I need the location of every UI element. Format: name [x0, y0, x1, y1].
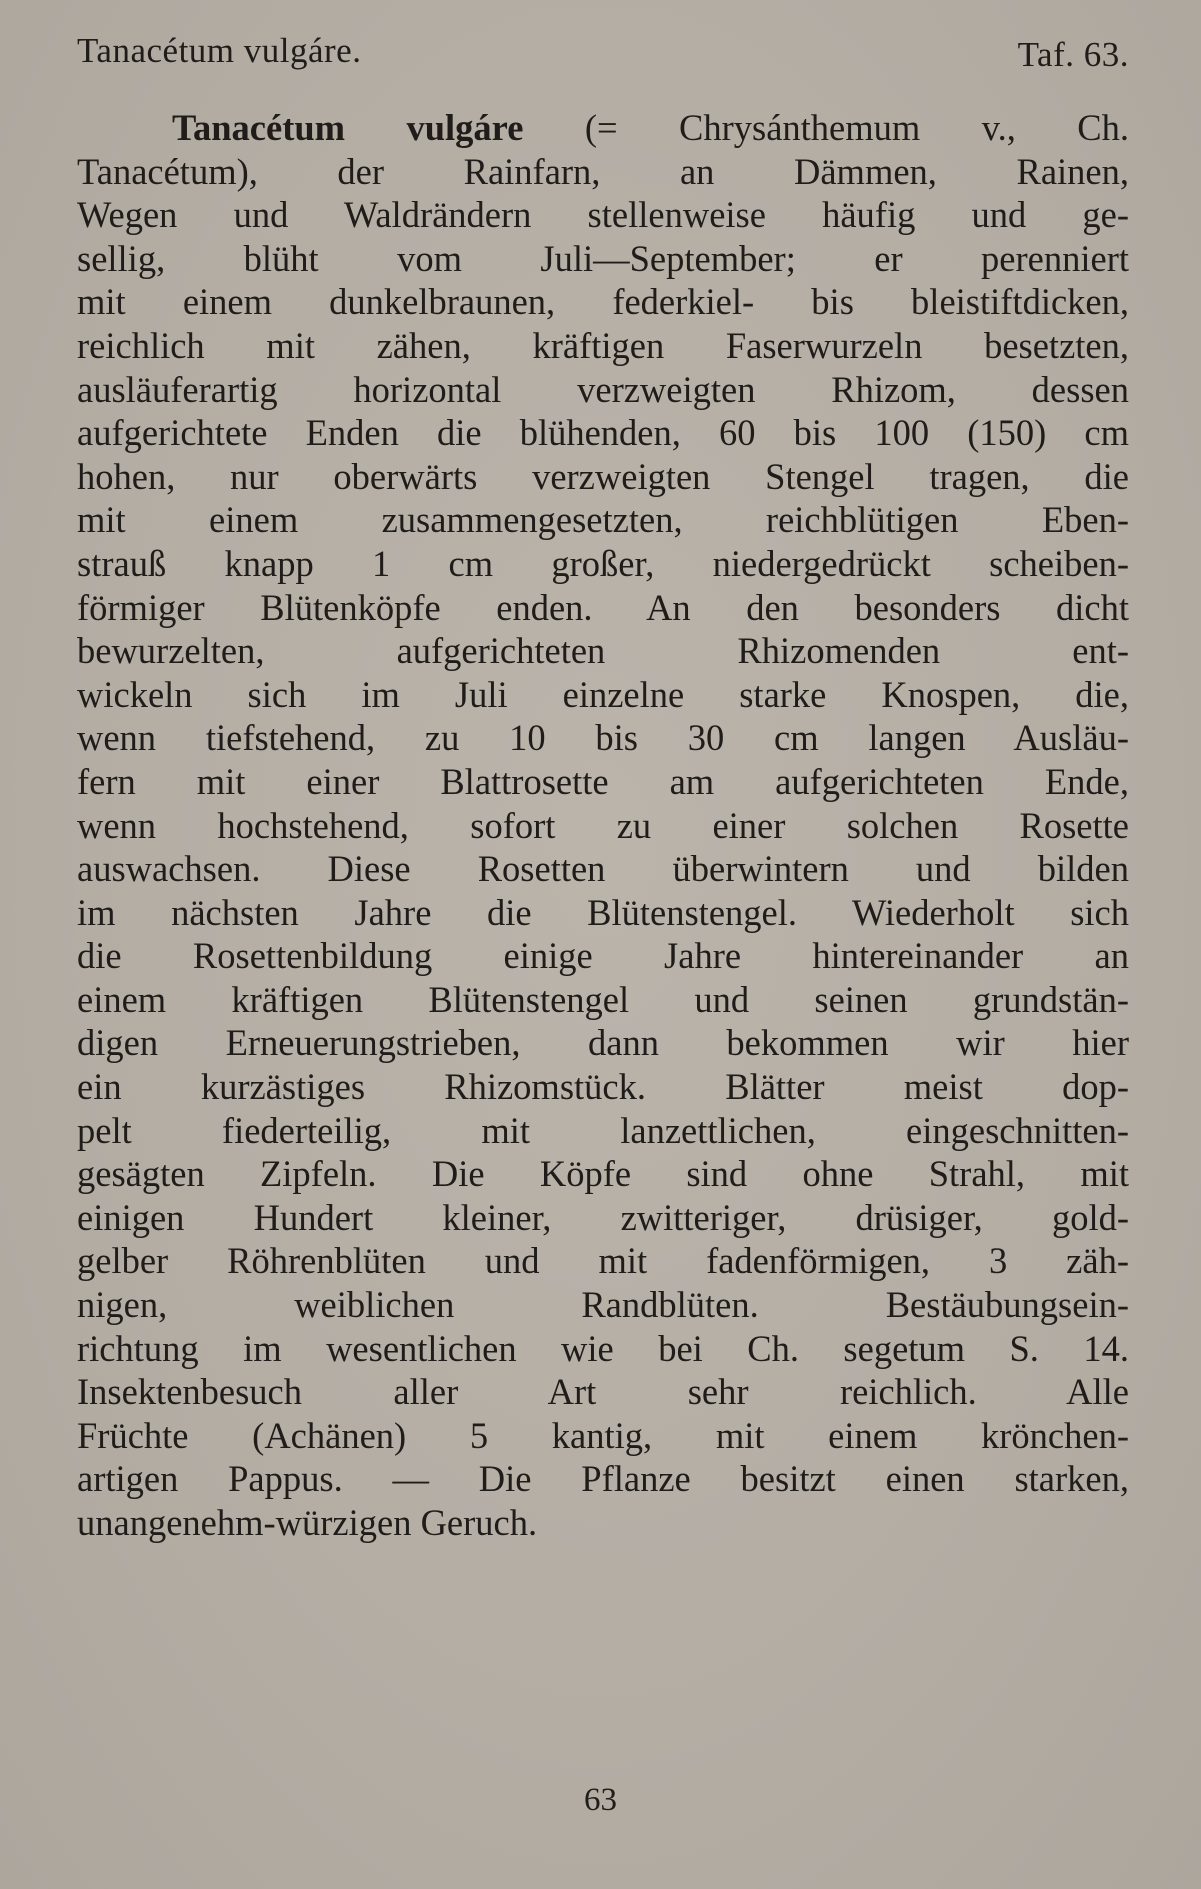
text-line: gesägten Zipfeln. Die Köpfe sind ohne Strahl, mit [77, 1153, 1129, 1195]
text-line: nigen, weiblichen Randblüten. Bestäubungsein- [77, 1284, 1129, 1326]
text-line: wenn tiefstehend, zu 10 bis 30 cm langen Ausläu- [77, 717, 1129, 759]
species-name-bold: Tanacétum vulgáre [172, 107, 524, 148]
running-head-species: Tanacétum vulgáre. [77, 31, 362, 70]
text-line: förmiger Blütenköpfe enden. An den besonders dicht [77, 586, 1129, 628]
text-line: Insektenbesuch aller Art sehr reichlich. Alle [77, 1371, 1129, 1413]
text-line: Tanacétum), der Rainfarn, an Dämmen, Rainen, [77, 150, 1129, 192]
text-line: wenn hochstehend, sofort zu einer solchen Rosette [77, 804, 1129, 846]
text-line: reichlich mit zähen, kräftigen Faserwurzeln besetzten, [77, 324, 1129, 366]
text-line: fern mit einer Blattrosette am aufgerichteten Ende, [77, 760, 1129, 802]
text-line: im nächsten Jahre die Blütenstengel. Wiederholt sich [77, 891, 1129, 933]
text-line: wickeln sich im Juli einzelne starke Knospen, die, [77, 673, 1129, 715]
text-line: auswachsen. Diese Rosetten überwintern und bilden [77, 848, 1129, 890]
text-line: ein kurzästiges Rhizomstück. Blätter meist dop- [77, 1066, 1129, 1108]
page-number: 63 [584, 1782, 617, 1818]
text-line: artigen Pappus. — Die Pflanze besitzt einen starken, [77, 1458, 1129, 1500]
text-line: ausläuferartig horizontal verzweigten Rhizom, dessen [77, 368, 1129, 410]
running-head-plate-number: Taf. 63. [1017, 35, 1129, 74]
text-line: gelber Röhrenblüten und mit fadenförmigen, 3 zäh- [77, 1240, 1129, 1282]
text-line: bewurzelten, aufgerichteten Rhizomenden ent- [77, 630, 1129, 672]
text-line: Früchte (Achänen) 5 kantig, mit einem krönchen- [77, 1414, 1129, 1456]
text-line: mit einem zusammengesetzten, reichblütigen Eben- [77, 499, 1129, 541]
running-head [77, 26, 1129, 76]
text-line: sellig, blüht vom Juli—September; er perenniert [77, 237, 1129, 279]
text-line: Tanacétum vulgáre (= Chrysánthemum v., Ch. [172, 107, 1129, 148]
text-line: einem kräftigen Blütenstengel und seinen grundstän- [77, 978, 1129, 1020]
text-line: Wegen und Waldrändern stellenweise häufig und ge- [77, 194, 1129, 236]
text-line: digen Erneuerungstrieben, dann bekommen wir hier [77, 1022, 1129, 1064]
text-line: aufgerichtete Enden die blühenden, 60 bis 100 (150) cm [77, 412, 1129, 454]
text-line: strauß knapp 1 cm großer, niedergedrückt scheiben- [77, 542, 1129, 584]
text-line: unangenehm-würzigen Geruch. [77, 1502, 538, 1543]
text-line: die Rosettenbildung einige Jahre hintereinander an [77, 935, 1129, 977]
text-line: hohen, nur oberwärts verzweigten Stengel tragen, die [77, 455, 1129, 497]
text-line: richtung im wesentlichen wie bei Ch. segetum S. 14. [77, 1327, 1129, 1369]
species-description [77, 106, 1129, 1545]
text-line: einigen Hundert kleiner, zwitteriger, drüsiger, gold- [77, 1196, 1129, 1238]
text-line: mit einem dunkelbraunen, federkiel- bis bleistiftdicken, [77, 281, 1129, 323]
text-line: pelt fiederteilig, mit lanzettlichen, eingeschnitten- [77, 1109, 1129, 1151]
